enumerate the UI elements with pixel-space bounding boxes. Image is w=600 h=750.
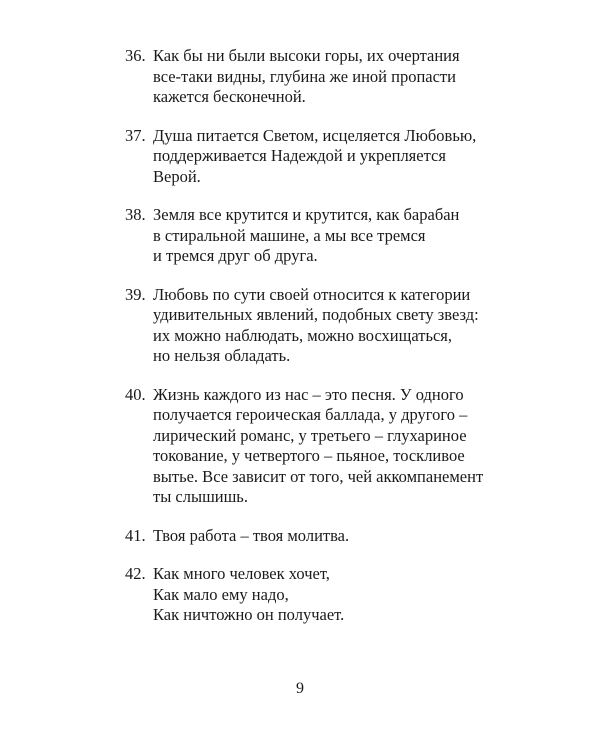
aphorism-text bbox=[153, 46, 505, 108]
aphorism-text bbox=[153, 526, 505, 547]
aphorism-number: 42. bbox=[125, 564, 146, 583]
aphorism-line: удивительных явлений, подобных свету звезд: bbox=[153, 305, 479, 324]
aphorism-line: Любовь по сути своей относится к категории bbox=[153, 284, 471, 304]
aphorism-list bbox=[125, 46, 505, 644]
aphorism-line: получается героическая баллада, у другого – bbox=[153, 405, 468, 424]
aphorism-line: и тремся друг об друга. bbox=[153, 246, 318, 265]
aphorism-line: поддерживается Надеждой и укрепляется bbox=[153, 146, 446, 165]
aphorism-text bbox=[153, 205, 505, 267]
page-number: 9 bbox=[296, 680, 304, 697]
aphorism-number: 36. bbox=[125, 46, 146, 65]
aphorism-line: ты слышишь. bbox=[153, 487, 248, 506]
aphorism-line: их можно наблюдать, можно восхищаться, bbox=[153, 325, 453, 345]
aphorism-text bbox=[153, 285, 505, 367]
aphorism-line: Земля все крутится и крутится, как барабан bbox=[153, 205, 460, 224]
aphorism-item bbox=[125, 385, 505, 508]
aphorism-line: Твоя работа – твоя молитва. bbox=[153, 525, 350, 545]
aphorism-number: 41. bbox=[125, 525, 146, 545]
aphorism-line: все-таки видны, глубина же иной пропасти bbox=[153, 66, 456, 86]
aphorism-text bbox=[153, 385, 505, 508]
aphorism-line: Как мало ему надо, bbox=[153, 584, 289, 604]
aphorism-number: 40. bbox=[125, 384, 146, 404]
aphorism-line: токование, у четвертого – пьяное, тоскливое bbox=[153, 446, 465, 465]
aphorism-line: но нельзя обладать. bbox=[153, 346, 291, 365]
aphorism-line: лирический романс, у третьего – глухариное bbox=[153, 425, 467, 445]
aphorism-line: Жизнь каждого из нас – это песня. У одного bbox=[153, 384, 464, 404]
aphorism-item bbox=[125, 126, 505, 188]
aphorism-item bbox=[125, 564, 505, 626]
aphorism-line: вытье. Все зависит от того, чей аккомпанемент bbox=[153, 466, 484, 486]
aphorism-item bbox=[125, 46, 505, 108]
aphorism-number: 38. bbox=[125, 205, 146, 224]
aphorism-line: Душа питается Светом, исцеляется Любовью, bbox=[153, 125, 477, 145]
aphorism-line: кажется бесконечной. bbox=[153, 87, 306, 106]
aphorism-line: Верой. bbox=[153, 166, 201, 186]
aphorism-item bbox=[125, 526, 505, 547]
aphorism-text bbox=[153, 126, 505, 188]
aphorism-number: 37. bbox=[125, 125, 146, 145]
aphorism-line: в стиральной машине, а мы все тремся bbox=[153, 225, 426, 245]
aphorism-line: Как много человек хочет, bbox=[153, 564, 330, 583]
aphorism-number: 39. bbox=[125, 284, 146, 304]
aphorism-item bbox=[125, 205, 505, 267]
aphorism-item bbox=[125, 285, 505, 367]
aphorism-line: Как ничтожно он получает. bbox=[153, 605, 345, 624]
aphorism-line: Как бы ни были высоки горы, их очертания bbox=[153, 46, 460, 65]
aphorism-text bbox=[153, 564, 505, 626]
